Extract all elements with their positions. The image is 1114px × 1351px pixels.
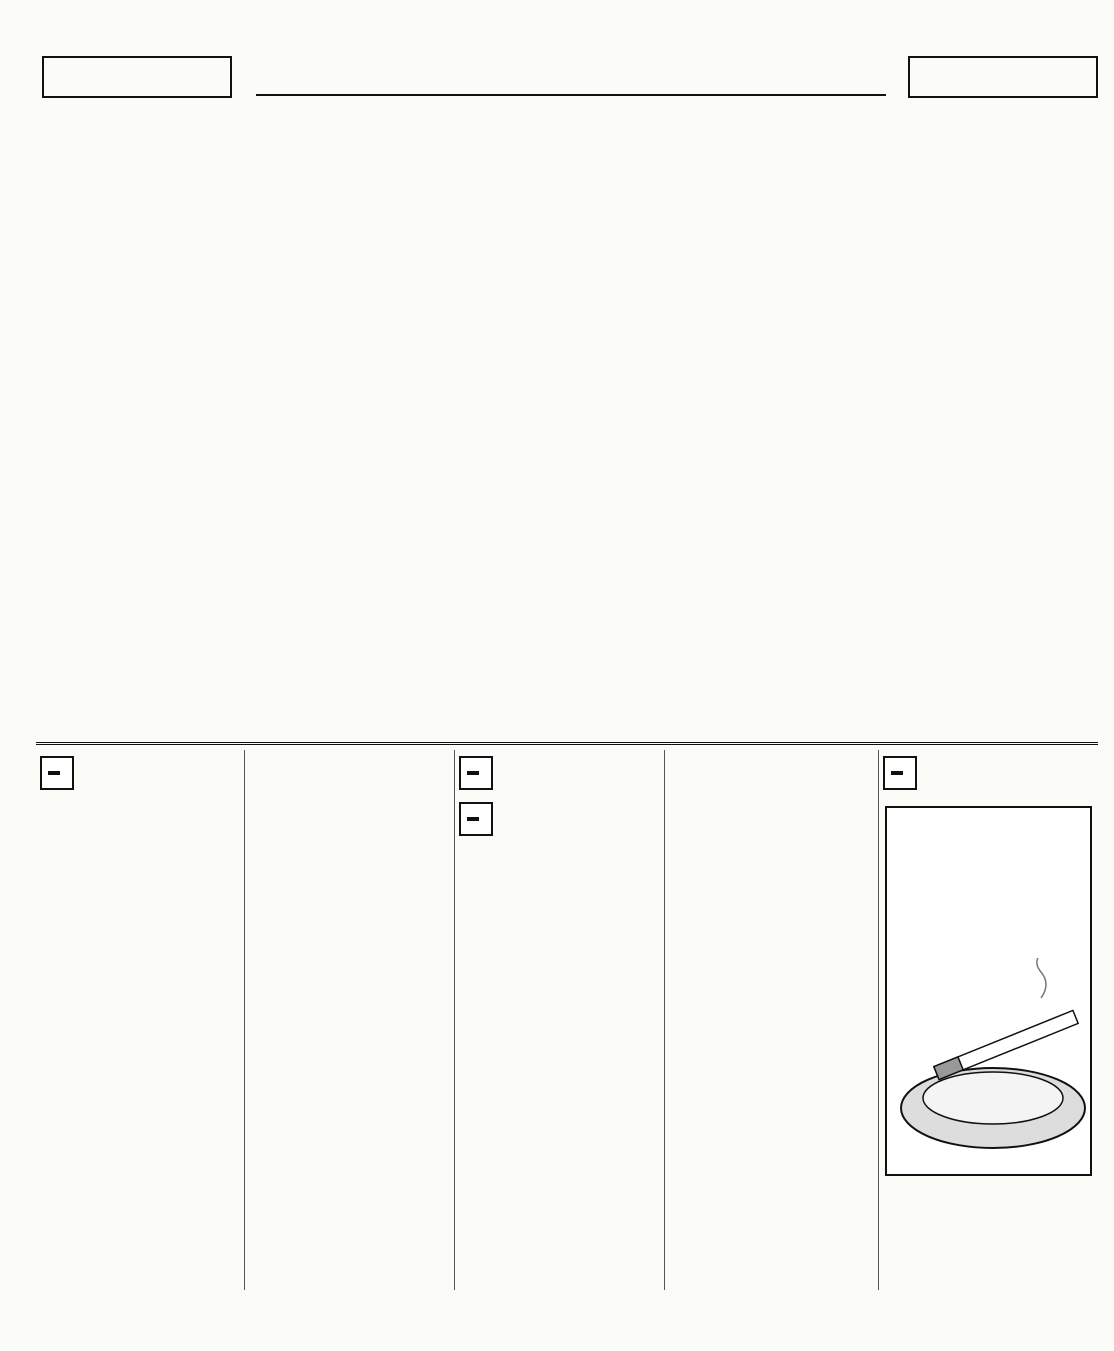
de-reszke-advert (885, 806, 1092, 1176)
column-4yz-cont (664, 750, 876, 1290)
listing-page (36, 52, 1098, 1332)
title-rule (256, 94, 886, 96)
list-col2 (245, 750, 452, 752)
column-4ya-evening (244, 750, 452, 1290)
badge-call (891, 771, 903, 775)
station-columns (36, 104, 1098, 738)
badge-call (467, 771, 479, 775)
bottom-columns (36, 750, 1098, 1290)
station-badge-4zd (883, 756, 917, 790)
weather-box-right (908, 56, 1098, 98)
station-badge-4yo (459, 756, 493, 790)
station-badge-4ya (40, 756, 74, 790)
section-divider (36, 742, 1098, 745)
column-4yo-4yz (454, 750, 662, 1290)
cigarette-ashtray-illustration (891, 958, 1092, 1168)
station-badge-4yz (459, 802, 493, 836)
column-4ya (36, 750, 242, 1290)
column-4zd (878, 750, 1098, 1290)
weather-box-left (42, 56, 232, 98)
badge-call (467, 817, 479, 821)
badge-call (48, 771, 60, 775)
